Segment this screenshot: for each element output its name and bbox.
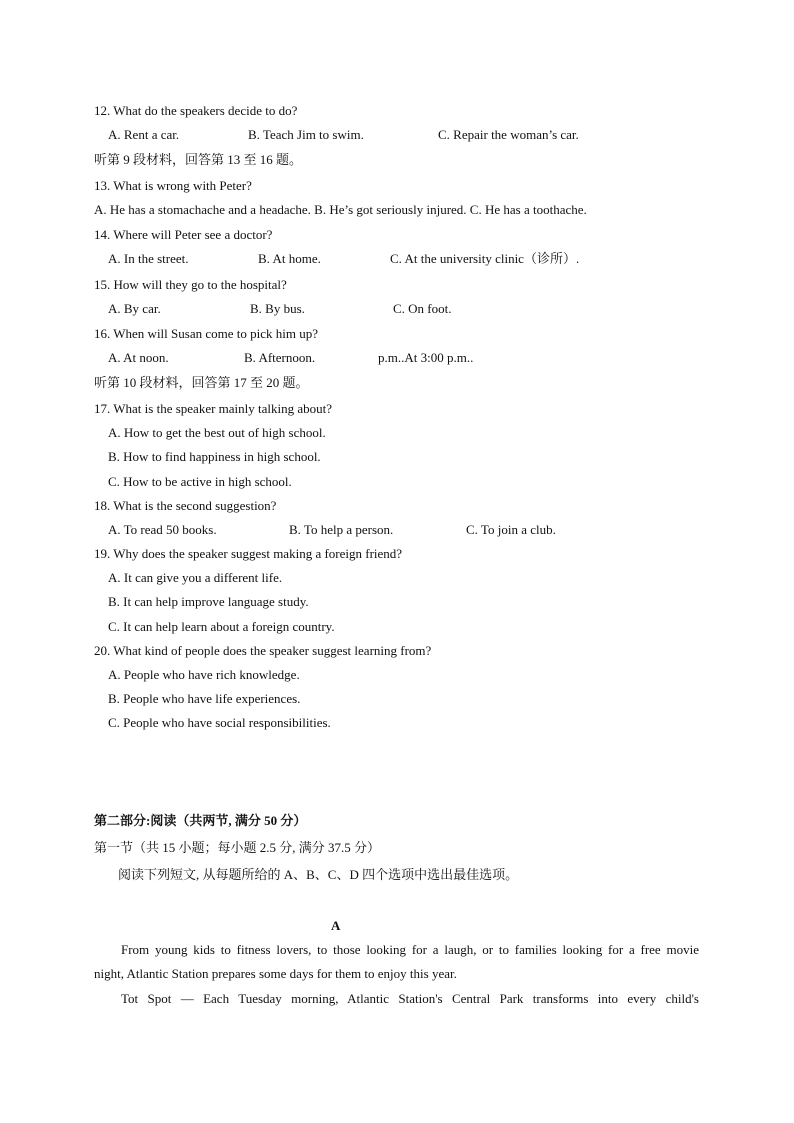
q18-option-b: B. To help a person. [289, 522, 394, 537]
q15-option-b: B. By bus. [250, 301, 305, 316]
reading-instructions: 阅读下列短文, 从每题所给的 A、B、C、D 四个选项中选出最佳选项。 [118, 867, 519, 882]
q12-option-a: A. Rent a car. [108, 127, 180, 142]
q18-stem: 18. What is the second suggestion? [94, 498, 277, 513]
q19-option-b: B. It can help improve language study. [108, 594, 309, 609]
section9-instruction: 听第 9 段材料，回答第 13 至 16 题。 [94, 152, 303, 167]
q13-options: A. He has a stomachache and a headache. B. He’s got seriously injured. C. He has a toothache. [94, 202, 587, 217]
reading-section-title: 第一节（共 15 小题；每小题 2.5 分, 满分 37.5 分） [94, 840, 381, 855]
q18-option-a: A. To read 50 books. [108, 522, 217, 537]
q20-option-c: C. People who have social responsibilities. [108, 715, 331, 730]
q16-option-a: A. At noon. [108, 350, 169, 365]
q12-stem: 12. What do the speakers decide to do? [94, 103, 298, 118]
passage-label: A [331, 918, 341, 933]
q17-option-c: C. How to be active in high school. [108, 474, 292, 489]
q16-option-b: B. Afternoon. [244, 350, 316, 365]
q12-option-c: C. Repair the woman’s car. [438, 127, 579, 142]
q14-option-b: B. At home. [258, 251, 321, 266]
q14-stem: 14. Where will Peter see a doctor? [94, 227, 273, 242]
q15-option-a: A. By car. [108, 301, 161, 316]
q19-option-a: A. It can give you a different life. [108, 570, 283, 585]
q20-option-a: A. People who have rich knowledge. [108, 667, 300, 682]
section10-instruction: 听第 10 段材料，回答第 17 至 20 题。 [94, 375, 309, 390]
q15-option-c: C. On foot. [393, 301, 452, 316]
q15-stem: 15. How will they go to the hospital? [94, 277, 287, 292]
q19-option-c: C. It can help learn about a foreign country. [108, 619, 335, 634]
q14-option-c: C. At the university clinic（诊所）. [390, 251, 580, 266]
q17-stem: 17. What is the speaker mainly talking about? [94, 401, 333, 416]
q13-stem: 13. What is wrong with Peter? [94, 178, 252, 193]
passage-p1-line1: From young kids to fitness lovers, to those looking for a laugh, or to families looking for a free movie [121, 942, 699, 957]
q17-option-b: B. How to find happiness in high school. [108, 449, 321, 464]
q16-stem: 16. When will Susan come to pick him up? [94, 326, 318, 341]
q20-stem: 20. What kind of people does the speaker suggest learning from? [94, 643, 432, 658]
q20-option-b: B. People who have life experiences. [108, 691, 301, 706]
q16-option-c: p.m..At 3:00 p.m.. [378, 350, 474, 365]
q14-option-a: A. In the street. [108, 251, 189, 266]
q17-option-a: A. How to get the best out of high school. [108, 425, 326, 440]
q18-option-c: C. To join a club. [466, 522, 556, 537]
passage-p2-line1: Tot Spot — Each Tuesday morning, Atlantic Station's Central Park transforms into every child's [121, 991, 699, 1006]
reading-part-title: 第二部分:阅读（共两节, 满分 50 分） [94, 813, 307, 828]
q12-option-b: B. Teach Jim to swim. [248, 127, 364, 142]
q19-stem: 19. Why does the speaker suggest making a foreign friend? [94, 546, 403, 561]
passage-p1-line2: night, Atlantic Station prepares some days for them to enjoy this year. [94, 966, 457, 981]
